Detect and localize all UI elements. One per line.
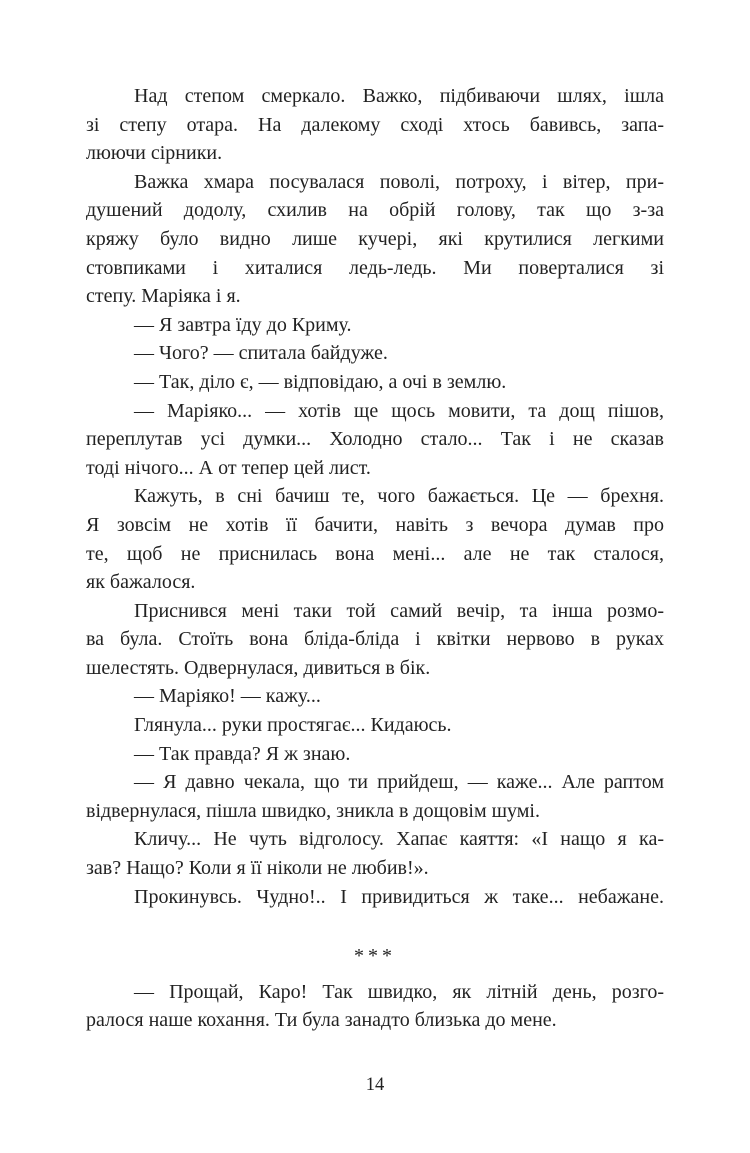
text-line: — Маріяко! — кажу... — [134, 685, 321, 708]
paragraph — [86, 682, 664, 711]
text-line: — Прощай, Каро! Так швидко, як літній день, розго- — [134, 980, 664, 1003]
paragraph — [86, 597, 664, 683]
text-line: Глянула... руки простягає... Кидаюсь. — [134, 714, 452, 737]
text-line: — Маріяко... — хотів ще щось мовити, та дощ пішов, — [134, 399, 664, 422]
text-line: Я зовсім не хотів її бачити, навіть з вечора думав про — [86, 513, 664, 536]
text-line: Над степом смеркало. Важко, підбиваючи шлях, ішла — [134, 85, 664, 107]
text-line: — Чого? — спитала байдуже. — [134, 342, 388, 365]
text-line: душений додолу, схилив на обрій голову, так що з-за — [86, 199, 664, 222]
text-line: степу. Маріяка і я. — [86, 285, 241, 308]
text-line: Приснився мені таки той самий вечір, та інша розмо- — [134, 599, 664, 622]
paragraph — [86, 311, 664, 340]
text-line: тоді нічого... А от тепер цей лист. — [86, 456, 371, 479]
text-line: Кажуть, в сні бачиш те, чого бажається. Це — брехня. — [134, 485, 664, 508]
text-line: те, щоб не приснилась вона мені... але не так сталося, — [86, 542, 664, 565]
paragraph — [86, 368, 664, 397]
text-line: Прокинувсь. Чудно!.. І привидиться ж таке... небажане. — [134, 885, 664, 908]
text-line: — Так, діло є, — відповідаю, а очі в землю. — [134, 370, 507, 393]
page-number: 14 — [365, 1075, 385, 1095]
text-line: люючи сірники. — [86, 142, 223, 165]
text-line: стовпиками і хиталися ледь-ледь. Ми поверталися зі — [86, 256, 664, 279]
text-line: переплутав усі думки... Холодно стало... Так і не сказав — [86, 428, 664, 451]
paragraph — [86, 768, 664, 825]
text-line: ва була. Стоїть вона бліда-бліда і квітки нервово в руках — [86, 628, 664, 651]
text-line: як бажалося. — [86, 571, 196, 594]
paragraph — [86, 825, 664, 882]
section-separator: *** — [354, 945, 396, 968]
paragraph — [86, 883, 664, 912]
text-line: зі степу отара. На далекому сході хтось бавивсь, запа- — [86, 113, 664, 136]
text-block — [86, 82, 664, 1035]
text-line: — Я завтра їду до Криму. — [134, 313, 352, 336]
text-line: зав? Нащо? Коли я її ніколи не любив!». — [86, 857, 429, 880]
text-line: відвернулася, пішла швидко, зникла в дощовім шумі. — [86, 799, 540, 822]
text-line: — Я давно чекала, що ти прийдеш, — каже... Але раптом — [134, 771, 664, 794]
paragraph — [86, 978, 664, 1035]
paragraph — [86, 711, 664, 740]
text-line: Важка хмара посувалася поволі, потроху, і вітер, при- — [134, 170, 664, 193]
paragraph — [86, 339, 664, 368]
text-line: кряжу було видно лише кучері, які крутилися легкими — [86, 227, 664, 250]
paragraph — [86, 482, 664, 596]
paragraph — [86, 397, 664, 483]
text-line: шелестять. Одвернулася, дивиться в бік. — [86, 656, 431, 679]
paragraph — [86, 82, 664, 168]
text-line: — Так правда? Я ж знаю. — [134, 742, 351, 765]
text-line: ралося наше кохання. Ти була занадто близька до мене. — [86, 1009, 557, 1032]
text-line: Кличу... Не чуть відголосу. Хапає каяття: «І нащо я ка- — [134, 828, 664, 851]
paragraph — [86, 168, 664, 311]
paragraph — [86, 740, 664, 769]
